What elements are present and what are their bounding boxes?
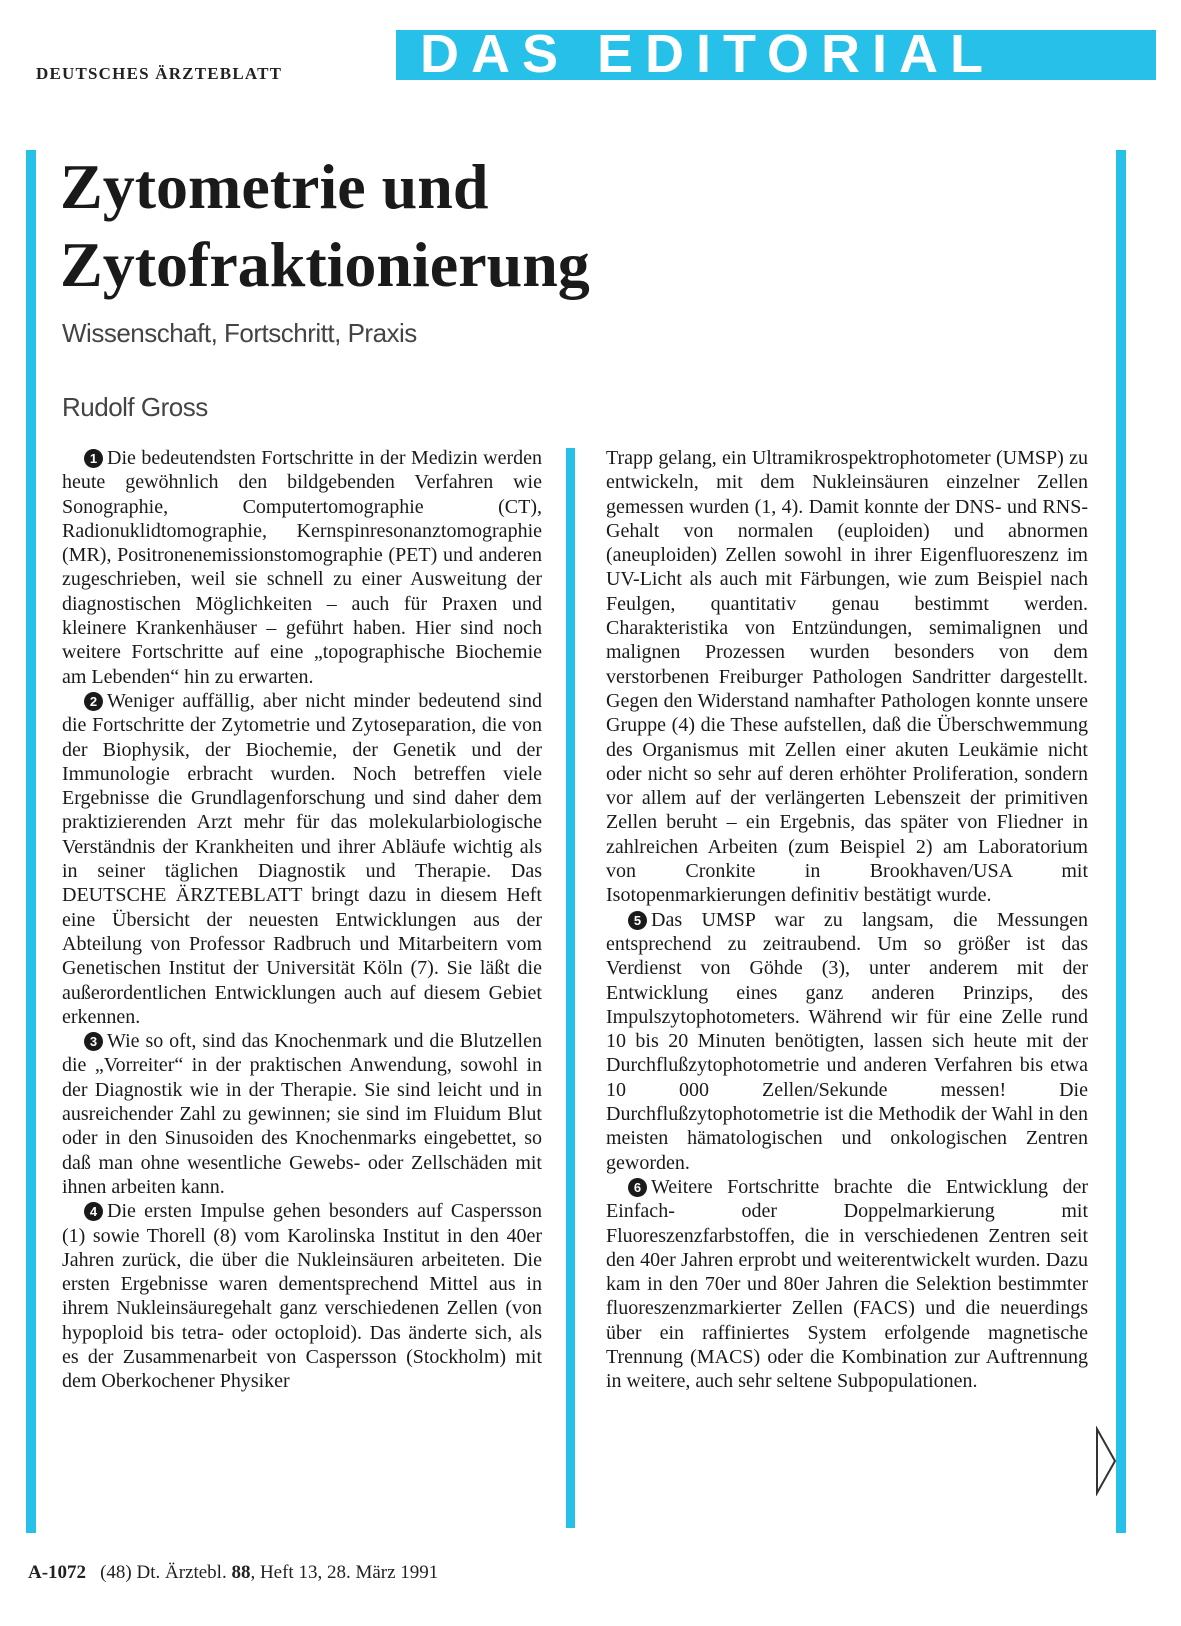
- paragraph-number-badge: 1: [84, 449, 103, 468]
- text-column-right: [606, 446, 1088, 1394]
- article-author: Rudolf Gross: [62, 392, 208, 422]
- paragraph-text: Das UMSP war zu langsam, die Messungen entsprechend zu zeitraubend. Um so größer ist das Verdienst von Göhde (3), unter anderem mit der Entwicklung eines ganz anderen Prinzips, des Impulszytophotometers. Während wir für eine Zelle rund 10 bis 20 Minuten benötigten, lassen sich heute mit der Durchflußzytophotometrie und anderen Verfahren bis etwa 10 000 Zellen/Sekunde messen! Die Durchflußzytophotometrie ist die Methodik der Wahl in den meisten hämatologischen und onkologischen Zentren geworden.: [606, 908, 1088, 1174]
- paragraph-text: Wie so oft, sind das Knochenmark und die Blutzellen die „Vorreiter“ in der praktischen Anwendung, sowohl in der Diagnostik wie in der Therapie. Sie sind leicht und in ausreichender Zahl zu gewinnen; sie sind im Fluidum Blut oder in den Sinusoiden des Knochenmarks eingebettet, so daß man ohne wesentliche Gewebs- oder Zellschäden mit ihnen arbeiten kann.: [62, 1030, 542, 1198]
- paragraph-number-badge: 2: [84, 692, 103, 711]
- paragraph-text: Weitere Fortschritte brachte die Entwicklung der Einfach- oder Doppelmarkierung mit Fluoreszenzfarbstoffen, die in verschiedenen Zentren seit den 40er Jahren erprobt und weiterentwickelt wurden. Dazu kam in den 70er und 80er Jahren die Selektion bestimmter fluoreszenzmarkierter Zellen (FACS) und die neuerdings über ein raffiniertes System erfolgende magnetische Trennung (MACS) oder die Kombination zur Auftrennung in weitere, auch sehr seltene Subpopulationen.: [606, 1175, 1088, 1393]
- paragraph-number-badge: 4: [84, 1202, 103, 1221]
- paragraph-4-continued: [606, 446, 1088, 908]
- accent-bar-left: [26, 150, 36, 1533]
- masthead-name: DEUTSCHES ÄRZTEBLATT: [36, 64, 283, 83]
- paragraph-6: [606, 1175, 1088, 1394]
- volume-number: 88: [231, 1562, 251, 1583]
- paragraph-text: Weniger auffällig, aber nicht minder bedeutend sind die Fortschritte der Zytometrie und Zytoseparation, die von der Biophysik, der Biochemie, der Genetik und der Immunologie erbracht wurden. Noch betreffen viele Ergebnisse die Grundlagenforschung und sind daher dem praktizierenden Arzt mehr für das molekularbiologische Verständnis der Krankheiten und ihrer Abläufe wichtig als in seiner täglichen Diagnostik und Therapie. Das DEUTSCHE ÄRZTEBLATT bringt dazu in diesem Heft eine Übersicht der neuesten Entwicklungen aus der Abteilung von Professor Radbruch und Mitarbeitern vom Genetischen Institut der Universität Köln (7). Sie läßt die außerordentlichen Entwicklungen auch auf diesem Gebiet erkennen.: [62, 689, 542, 1028]
- paragraph-number-badge: 5: [628, 911, 647, 930]
- paragraph-text: Die bedeutendsten Fortschritte in der Medizin werden heute gewöhnlich den bildgebenden Verfahren wie Sonographie, Computertomographie (CT), Radionuklidtomographie, Kernspinresonanztomographie (MR), Positronenemissionstomographie (PET) und anderen zugeschrieben, weil sie schnell zu einer Ausweitung der diagnostischen Möglichkeiten – auch für Praxen und kleinere Krankenhäuser – geführt haben. Hier sind noch weitere Fortschritte auf eine „topographische Biochemie am Lebenden“ hin zu erwarten.: [62, 447, 542, 688]
- section-banner: [396, 30, 1156, 80]
- article-title-line-1: Zytometrie und: [60, 151, 489, 222]
- article-subtitle: Wissenschaft, Fortschritt, Praxis: [62, 318, 417, 348]
- paragraph-text: Die ersten Impulse gehen besonders auf Caspersson (1) sowie Thorell (8) vom Karolinska Institut in den 40er Jahren zurück, die über die Nukleinsäuren arbeiteten. Die ersten Ergebnisse waren dementsprechend Mittel aus in ihrem Nukleinsäuregehalt ganz verschiedenen Zellen (von hypoploid bis tetra- oder octoploid). Das änderte sich, als es der Zusammenarbeit von Caspersson (Stockholm) mit dem Oberkochener Physiker: [62, 1200, 542, 1393]
- paragraph-text: Trapp gelang, ein Ultramikrospektrophotometer (UMSP) zu entwickeln, mit dem Nukleinsäuren einzelner Zellen gemessen wurden (1, 4). Damit konnte der DNS- und RNS-Gehalt von normalen (euploiden) und abnormen (aneuploiden) Zellen sowohl in ihrer Eigenfluoreszenz im UV-Licht als auch mit Färbungen, wie zum Beispiel nach Feulgen, quantitativ genau bestimmt werden. Charakteristika von Entzündungen, semimalignen und malignen Prozessen wurden besonders von dem verstorbenen Freiburger Pathologen Sandritter dargestellt. Gegen den Widerstand namhafter Pathologen konnte unsere Gruppe (4) die These aufstellen, daß die Überschwemmung des Organismus mit Zellen einer akuten Leukämie nicht oder nicht so sehr auf deren erhöhter Proliferation, sondern vor allem auf der verlängerten Lebenszeit der primitiven Zellen beruht – ein Ergebnis, das später von Fliedner in zahlreichen Arbeiten (zum Beispiel 2) am Laboratorium von Cronkite in Brookhaven/USA mit Isotopenmarkierungen definitiv bestätigt wurde.: [606, 447, 1088, 907]
- article-title-line-2: Zytofraktionierung: [60, 229, 590, 300]
- paragraph-1: [62, 446, 542, 689]
- paragraph-4: [62, 1199, 542, 1393]
- page-number: A-1072: [28, 1562, 87, 1583]
- accent-bar-middle: [566, 448, 575, 1528]
- text-column-left: [62, 446, 542, 1394]
- section-banner-label: DAS EDITORIAL: [420, 30, 996, 80]
- accent-bar-right: [1116, 150, 1126, 1533]
- paragraph-3: [62, 1029, 542, 1199]
- triangle-arrow-right-icon[interactable]: [1094, 1426, 1118, 1496]
- page-footer: [28, 1562, 438, 1584]
- paragraph-5: [606, 908, 1088, 1175]
- issue-prefix: (48) Dt. Ärztebl.: [100, 1562, 227, 1583]
- article-title: [60, 148, 590, 304]
- issue-details: , Heft 13, 28. März 1991: [250, 1562, 439, 1583]
- paragraph-number-badge: 3: [84, 1032, 103, 1051]
- paragraph-2: [62, 689, 542, 1029]
- paragraph-number-badge: 6: [628, 1178, 647, 1197]
